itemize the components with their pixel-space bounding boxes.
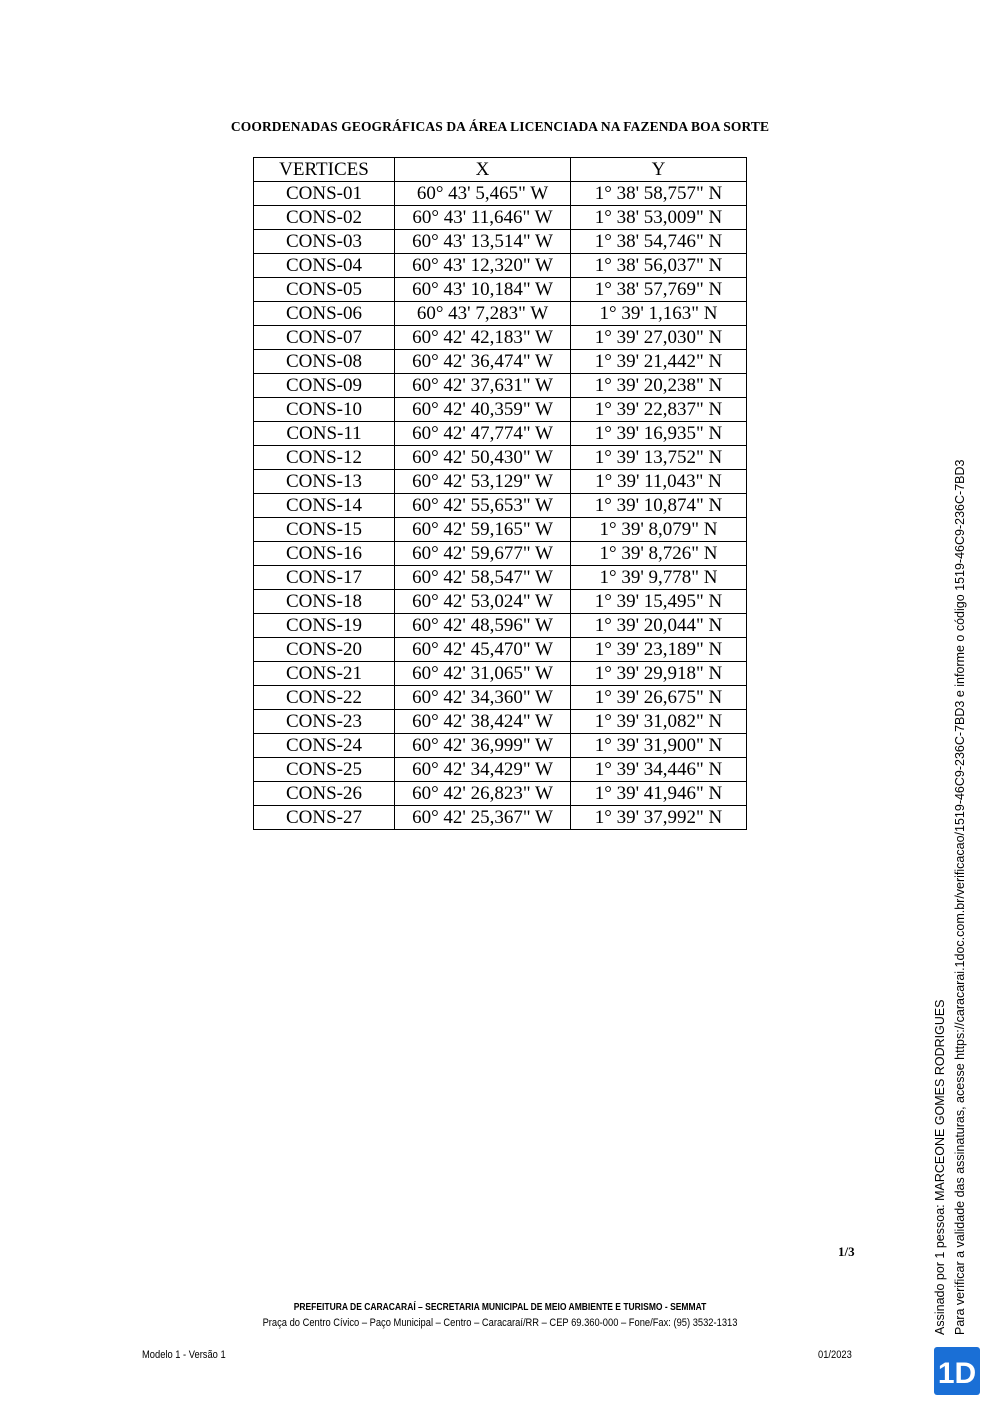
cell-y: 1° 39' 31,900" N: [571, 734, 747, 758]
cell-vertex: CONS-20: [254, 638, 395, 662]
table-row: [254, 326, 747, 350]
page-number: 1/3: [838, 1244, 855, 1259]
cell-y: 1° 39' 8,726" N: [571, 542, 747, 566]
cell-x: 60° 42' 47,774" W: [395, 422, 571, 446]
cell-vertex: CONS-10: [254, 398, 395, 422]
cell-x: 60° 42' 55,653" W: [395, 494, 571, 518]
cell-y: 1° 38' 57,769" N: [571, 278, 747, 302]
cell-y: 1° 38' 54,746" N: [571, 230, 747, 254]
table-row: [254, 494, 747, 518]
cell-x: 60° 42' 38,424" W: [395, 710, 571, 734]
table-body: [254, 182, 747, 830]
cell-vertex: CONS-17: [254, 566, 395, 590]
cell-y: 1° 39' 10,874" N: [571, 494, 747, 518]
cell-x: 60° 42' 53,024" W: [395, 590, 571, 614]
table-row: [254, 230, 747, 254]
cell-x: 60° 42' 42,183" W: [395, 326, 571, 350]
table-row: [254, 302, 747, 326]
table-row: [254, 254, 747, 278]
cell-y: 1° 39' 20,238" N: [571, 374, 747, 398]
cell-x: 60° 43' 10,184" W: [395, 278, 571, 302]
cell-y: 1° 39' 27,030" N: [571, 326, 747, 350]
cell-y: 1° 38' 53,009" N: [571, 206, 747, 230]
cell-y: 1° 38' 56,037" N: [571, 254, 747, 278]
signature-stamp: [930, 455, 970, 1335]
cell-vertex: CONS-18: [254, 590, 395, 614]
cell-vertex: CONS-12: [254, 446, 395, 470]
cell-x: 60° 42' 36,999" W: [395, 734, 571, 758]
cell-vertex: CONS-07: [254, 326, 395, 350]
cell-vertex: CONS-25: [254, 758, 395, 782]
cell-x: 60° 42' 31,065" W: [395, 662, 571, 686]
cell-vertex: CONS-09: [254, 374, 395, 398]
cell-x: 60° 43' 13,514" W: [395, 230, 571, 254]
cell-y: 1° 39' 9,778" N: [571, 566, 747, 590]
cell-y: 1° 39' 26,675" N: [571, 686, 747, 710]
cell-x: 60° 42' 36,474" W: [395, 350, 571, 374]
table-row: [254, 566, 747, 590]
cell-x: 60° 42' 25,367" W: [395, 806, 571, 830]
table-row: [254, 758, 747, 782]
cell-vertex: CONS-06: [254, 302, 395, 326]
cell-y: 1° 39' 1,163" N: [571, 302, 747, 326]
cell-x: 60° 43' 7,283" W: [395, 302, 571, 326]
signature-stamp-signer: Assinado por 1 pessoa: MARCEONE GOMES RODRIGUES: [933, 999, 947, 1335]
table-row: [254, 806, 747, 830]
header-vertices: VERTICES: [254, 158, 395, 182]
cell-x: 60° 42' 58,547" W: [395, 566, 571, 590]
cell-x: 60° 42' 50,430" W: [395, 446, 571, 470]
table-row: [254, 734, 747, 758]
cell-y: 1° 39' 20,044" N: [571, 614, 747, 638]
cell-vertex: CONS-22: [254, 686, 395, 710]
cell-y: 1° 39' 29,918" N: [571, 662, 747, 686]
cell-vertex: CONS-04: [254, 254, 395, 278]
table-row: [254, 614, 747, 638]
cell-vertex: CONS-05: [254, 278, 395, 302]
cell-vertex: CONS-27: [254, 806, 395, 830]
cell-y: 1° 38' 58,757" N: [571, 182, 747, 206]
footer-date: 01/2023: [818, 1349, 852, 1361]
cell-vertex: CONS-16: [254, 542, 395, 566]
cell-x: 60° 42' 37,631" W: [395, 374, 571, 398]
table-row: [254, 518, 747, 542]
table-row: [254, 374, 747, 398]
cell-y: 1° 39' 8,079" N: [571, 518, 747, 542]
cell-x: 60° 42' 53,129" W: [395, 470, 571, 494]
cell-x: 60° 42' 48,596" W: [395, 614, 571, 638]
cell-vertex: CONS-03: [254, 230, 395, 254]
table-row: [254, 782, 747, 806]
table-row: [254, 686, 747, 710]
cell-vertex: CONS-11: [254, 422, 395, 446]
cell-x: 60° 42' 26,823" W: [395, 782, 571, 806]
cell-y: 1° 39' 21,442" N: [571, 350, 747, 374]
footer-model-version: Modelo 1 - Versão 1: [142, 1349, 226, 1361]
footer-address: Praça do Centro Cívico – Paço Municipal – Centro – Caracaraí/RR – CEP 69.360-000 – Fone/Fax: (95) 3532-1313: [262, 1317, 738, 1329]
cell-vertex: CONS-13: [254, 470, 395, 494]
cell-vertex: CONS-24: [254, 734, 395, 758]
table-row: [254, 446, 747, 470]
cell-vertex: CONS-01: [254, 182, 395, 206]
cell-vertex: CONS-15: [254, 518, 395, 542]
cell-x: 60° 42' 45,470" W: [395, 638, 571, 662]
cell-y: 1° 39' 23,189" N: [571, 638, 747, 662]
cell-vertex: CONS-21: [254, 662, 395, 686]
cell-x: 60° 42' 59,165" W: [395, 518, 571, 542]
cell-vertex: CONS-02: [254, 206, 395, 230]
cell-x: 60° 43' 12,320" W: [395, 254, 571, 278]
1doc-logo-icon: [934, 1347, 980, 1395]
signature-stamp-verification: Para verificar a validade das assinaturas, acesse https://caracarai.1doc.com.br/verificacao/1519-46C9-236C-7BD3 e informe o código 1519-46C9-236C-7BD3: [953, 459, 967, 1335]
table-row: [254, 590, 747, 614]
cell-vertex: CONS-14: [254, 494, 395, 518]
cell-vertex: CONS-23: [254, 710, 395, 734]
header-x: X: [395, 158, 571, 182]
cell-vertex: CONS-19: [254, 614, 395, 638]
document-title: COORDENADAS GEOGRÁFICAS DA ÁREA LICENCIADA NA FAZENDA BOA SORTE: [230, 119, 770, 134]
table-row: [254, 422, 747, 446]
cell-y: 1° 39' 41,946" N: [571, 782, 747, 806]
coordinates-table: [253, 157, 747, 830]
cell-x: 60° 43' 5,465" W: [395, 182, 571, 206]
table-header-row: [254, 158, 747, 182]
table-row: [254, 542, 747, 566]
cell-y: 1° 39' 16,935" N: [571, 422, 747, 446]
table-row: [254, 470, 747, 494]
table-row: [254, 662, 747, 686]
cell-y: 1° 39' 37,992" N: [571, 806, 747, 830]
table-row: [254, 710, 747, 734]
logo-text: 1D: [937, 1357, 977, 1390]
table-row: [254, 350, 747, 374]
cell-y: 1° 39' 11,043" N: [571, 470, 747, 494]
table-row: [254, 206, 747, 230]
cell-y: 1° 39' 13,752" N: [571, 446, 747, 470]
cell-y: 1° 39' 34,446" N: [571, 758, 747, 782]
cell-vertex: CONS-26: [254, 782, 395, 806]
cell-x: 60° 42' 40,359" W: [395, 398, 571, 422]
cell-y: 1° 39' 15,495" N: [571, 590, 747, 614]
cell-x: 60° 42' 59,677" W: [395, 542, 571, 566]
cell-vertex: CONS-08: [254, 350, 395, 374]
cell-x: 60° 43' 11,646" W: [395, 206, 571, 230]
cell-x: 60° 42' 34,360" W: [395, 686, 571, 710]
table-row: [254, 398, 747, 422]
cell-x: 60° 42' 34,429" W: [395, 758, 571, 782]
table-row: [254, 278, 747, 302]
table-row: [254, 638, 747, 662]
cell-y: 1° 39' 31,082" N: [571, 710, 747, 734]
footer-organization: PREFEITURA DE CARACARAÍ – SECRETARIA MUNICIPAL DE MEIO AMBIENTE E TURISMO - SEMMAT: [293, 1302, 707, 1313]
table-row: [254, 182, 747, 206]
cell-y: 1° 39' 22,837" N: [571, 398, 747, 422]
header-y: Y: [571, 158, 747, 182]
